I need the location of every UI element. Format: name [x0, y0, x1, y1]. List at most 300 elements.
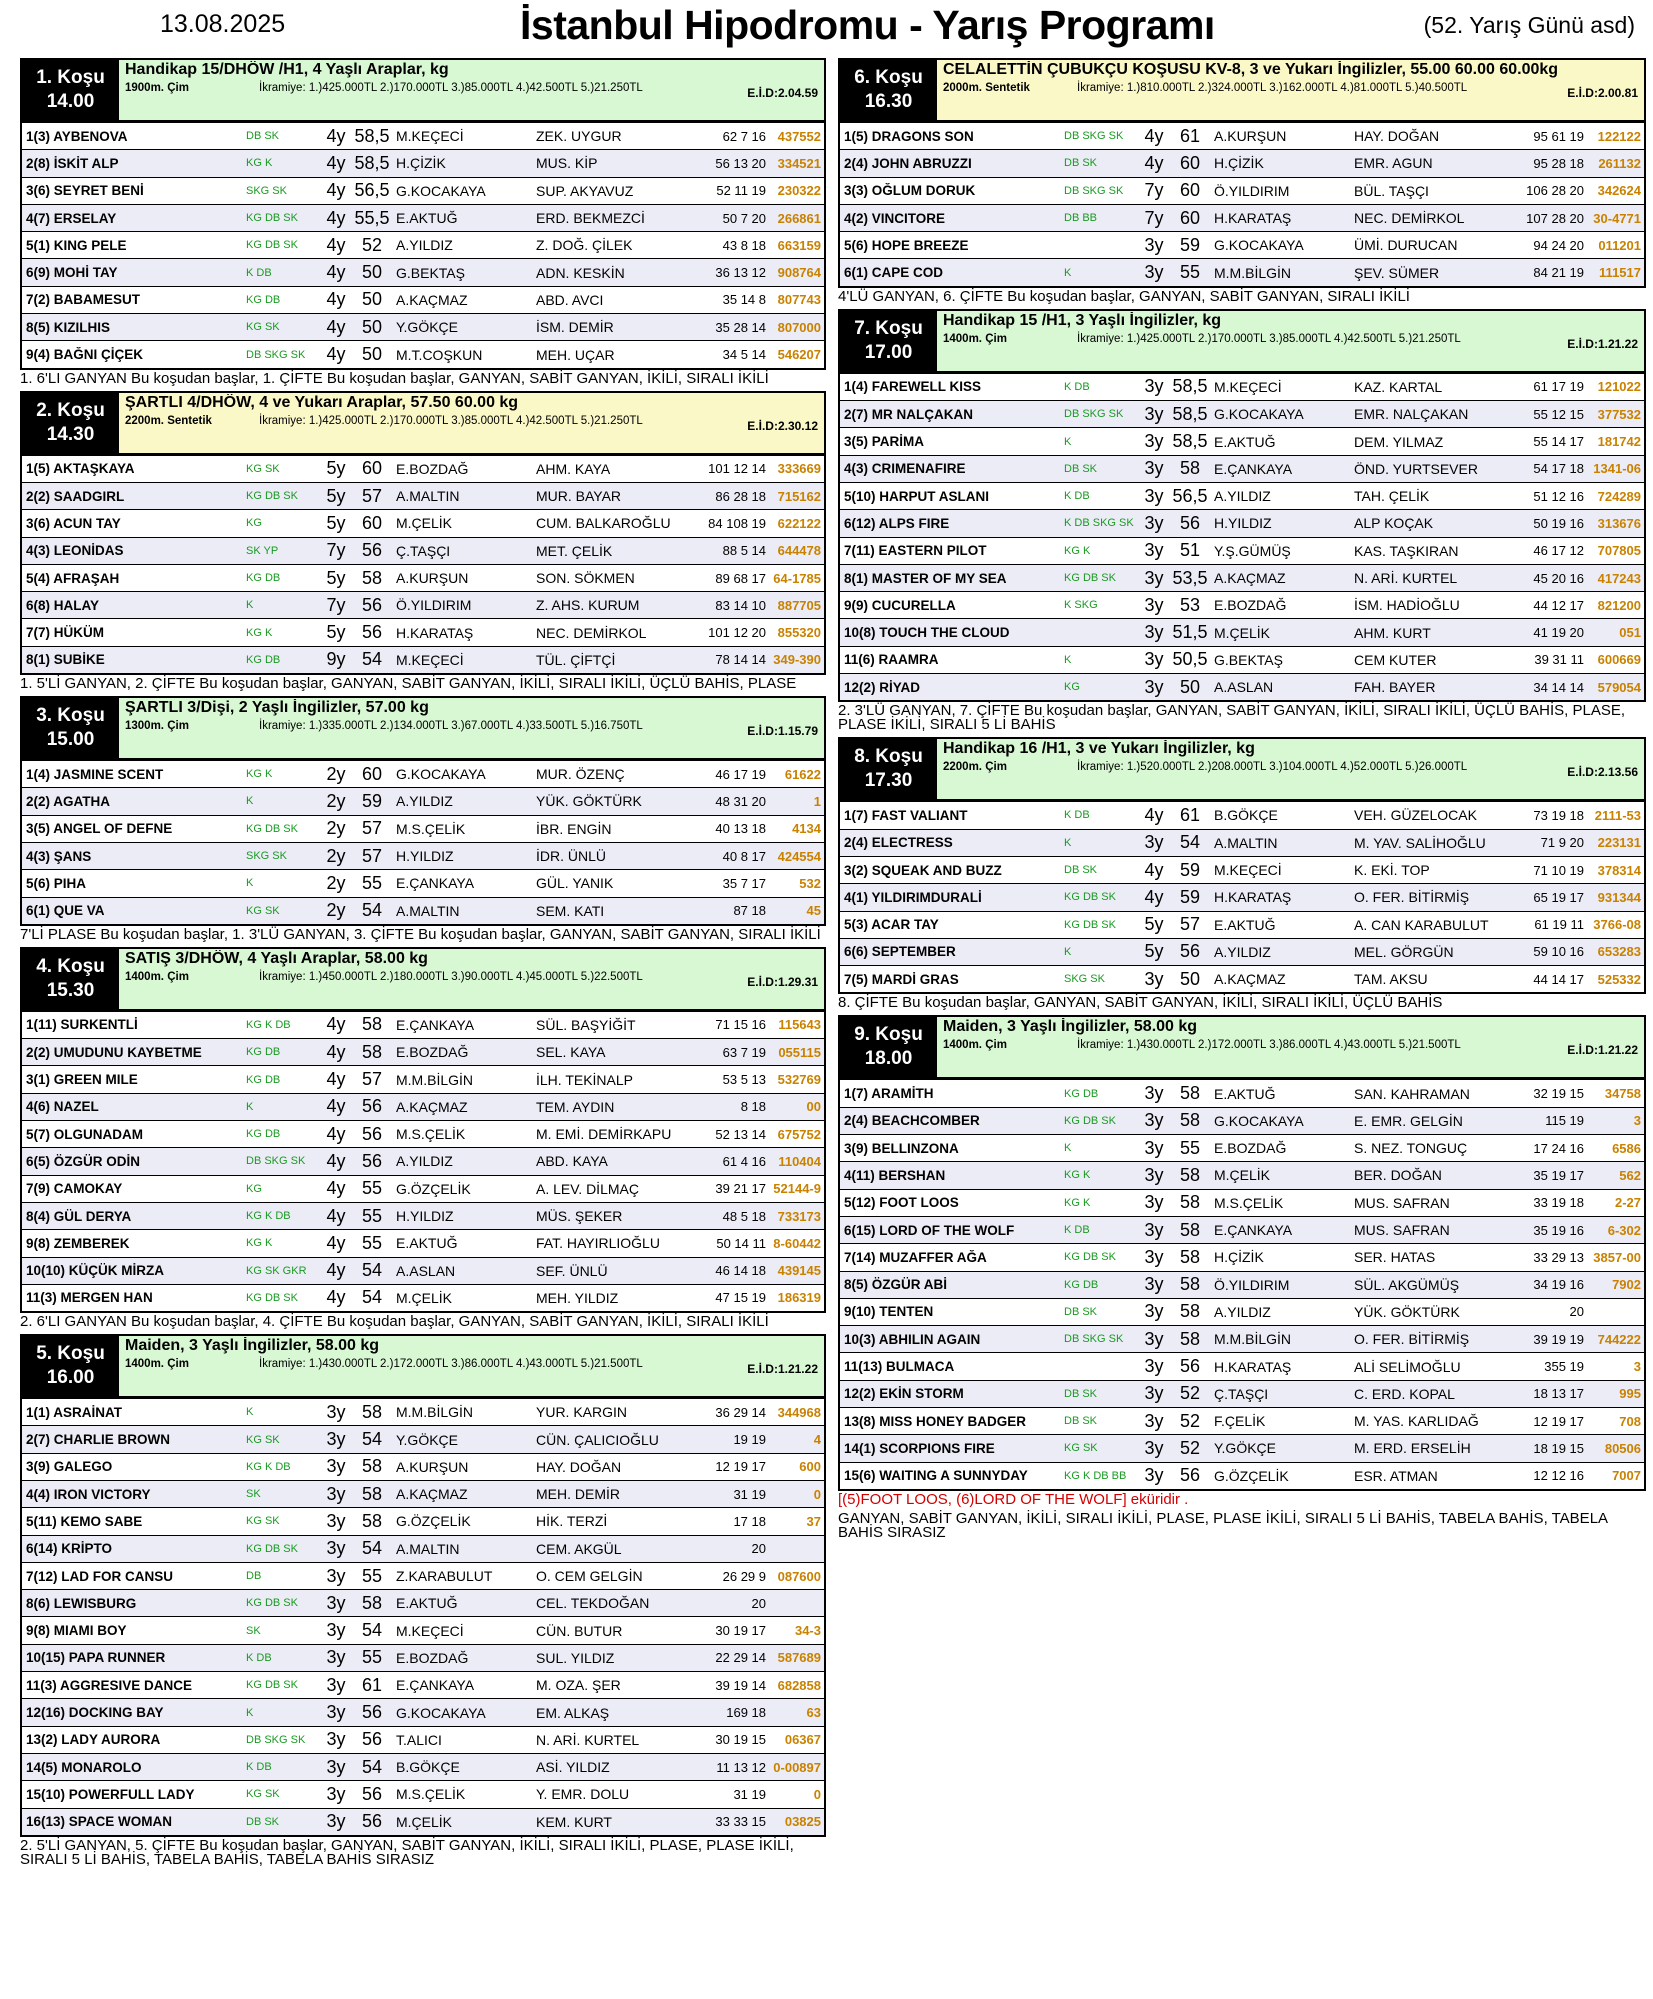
form-stats: 45 20 16	[1533, 570, 1584, 586]
race-header	[838, 737, 1646, 801]
last-results: 622122	[777, 515, 821, 531]
table-row[interactable]	[840, 646, 1644, 673]
table-row[interactable]	[840, 829, 1644, 856]
table-row[interactable]	[22, 122, 824, 149]
runner-table	[838, 801, 1646, 994]
race-header	[838, 1015, 1646, 1079]
equipment: KG K	[246, 1237, 273, 1250]
race-note: 8. ÇİFTE Bu koşudan başlar, GANYAN, SABİT GANYAN, İKİLİ, SIRALI İKİLİ, ÜÇLÜ BAHİS	[838, 994, 1443, 1012]
last-results: 223131	[1597, 835, 1641, 851]
horse-age: 3y	[326, 1429, 346, 1450]
equipment: KG SK	[1064, 1442, 1098, 1455]
trainer: CUM. BALKAROĞLU	[536, 515, 671, 532]
form-stats: 19 19	[733, 1432, 766, 1448]
table-row[interactable]	[22, 646, 824, 673]
table-row[interactable]	[840, 1298, 1644, 1325]
horse-name: 3(1) GREEN MILE	[26, 1072, 138, 1088]
table-row[interactable]	[840, 1462, 1644, 1489]
last-results: 887705	[777, 597, 821, 613]
weight: 58	[1179, 1192, 1201, 1213]
jockey: M.M.BİLGİN	[1214, 264, 1292, 281]
table-row[interactable]	[22, 1480, 824, 1507]
table-row[interactable]	[22, 1780, 824, 1807]
equipment: KG K DB BB	[1064, 1469, 1127, 1482]
last-results: 00	[806, 1099, 821, 1115]
table-row[interactable]	[22, 1616, 824, 1643]
table-row[interactable]	[22, 815, 824, 842]
table-row[interactable]	[22, 1093, 824, 1120]
horse-name: 4(4) IRON VICTORY	[26, 1486, 151, 1502]
trainer: SAN. KAHRAMAN	[1354, 1085, 1470, 1102]
equipment: K	[246, 599, 254, 612]
form-stats: 65 19 17	[1533, 889, 1584, 905]
table-row[interactable]	[22, 1808, 824, 1835]
weight: 55	[1179, 262, 1201, 283]
trainer: SUP. AKYAVUZ	[536, 182, 634, 199]
race-number: 7. Koşu	[854, 317, 923, 339]
table-row[interactable]	[840, 1243, 1644, 1270]
equipment: DB SKG SK	[1064, 1333, 1124, 1346]
form-stats: 39 19 19	[1533, 1331, 1584, 1347]
race-prize: İkramiye: 1.)335.000TL 2.)134.000TL 3.)67.000TL 4.)33.500TL 5.)16.750TL	[259, 720, 643, 733]
table-row[interactable]	[22, 618, 824, 645]
jockey: G.KOCAKAYA	[396, 1704, 486, 1721]
last-results: 334521	[777, 155, 821, 171]
table-row[interactable]	[22, 897, 824, 924]
horse-name: 5(3) ACAR TAY	[844, 917, 939, 933]
race-number-box	[840, 1017, 937, 1077]
jockey: Ö.YILDIRIM	[1214, 182, 1290, 199]
table-row[interactable]	[22, 1065, 824, 1092]
form-stats: 94 24 20	[1533, 237, 1584, 253]
last-results: 600669	[1597, 652, 1641, 668]
table-row[interactable]	[22, 1202, 824, 1229]
horse-name: 3(2) SQUEAK AND BUZZ	[844, 862, 1002, 878]
table-row[interactable]	[22, 1425, 824, 1452]
table-row[interactable]	[840, 591, 1644, 618]
table-row[interactable]	[22, 177, 824, 204]
race-block	[20, 1334, 826, 1867]
jockey: B.GÖKÇE	[1214, 807, 1278, 824]
table-row[interactable]	[22, 455, 824, 482]
table-row[interactable]	[840, 1271, 1644, 1298]
page-header	[0, 0, 1653, 56]
jockey: A.KURŞUN	[396, 1458, 469, 1475]
horse-age: 4y	[326, 289, 346, 310]
table-row[interactable]	[22, 1726, 824, 1753]
race-note: 4'LÜ GANYAN, 6. ÇİFTE Bu koşudan başlar, GANYAN, SABİT GANYAN, SIRALI İKİLİ	[838, 287, 1410, 305]
table-row[interactable]	[22, 1535, 824, 1562]
horse-name: 11(13) BULMACA	[844, 1359, 955, 1375]
form-stats: 11 13 12	[716, 1759, 766, 1775]
race-number-box	[22, 393, 119, 453]
race-header	[20, 696, 826, 760]
table-row[interactable]	[22, 1562, 824, 1589]
horse-name: 2(4) ELECTRESS	[844, 835, 953, 851]
race-record: E.İ.D:1.21.22	[1567, 1043, 1638, 1058]
race-number: 2. Koşu	[36, 399, 105, 421]
last-results: 011201	[1598, 237, 1641, 253]
trainer: MUS. KİP	[536, 155, 598, 172]
jockey: G.ÖZÇELİK	[396, 1180, 471, 1197]
jockey: A.YILDIZ	[396, 237, 453, 254]
jockey: E.AKTUĞ	[396, 1595, 458, 1612]
horse-name: 6(15) LORD OF THE WOLF	[844, 1222, 1015, 1238]
table-row[interactable]	[22, 1644, 824, 1671]
jockey: B.GÖKÇE	[396, 1759, 460, 1776]
equipment: KG SK GKR	[246, 1264, 307, 1277]
table-row[interactable]	[840, 455, 1644, 482]
equipment: KG DB SK	[246, 822, 298, 835]
last-results: 807000	[777, 319, 821, 335]
equipment: KG DB SK	[246, 239, 298, 252]
form-stats: 88 5 14	[722, 543, 766, 559]
table-row[interactable]	[22, 1698, 824, 1725]
form-stats: 63 7 19	[722, 1044, 766, 1060]
weight: 50	[1179, 676, 1201, 697]
race-distance: 1400m. Çim	[125, 1358, 189, 1371]
left-column	[20, 58, 826, 1872]
form-stats: 20	[1569, 1304, 1584, 1320]
race-time: 18.00	[864, 1048, 913, 1070]
table-row[interactable]	[22, 1229, 824, 1256]
table-row[interactable]	[840, 149, 1644, 176]
form-stats: 101 12 14	[708, 461, 766, 477]
equipment: KG K	[246, 626, 273, 639]
weight: 57	[361, 485, 383, 506]
table-row[interactable]	[22, 537, 824, 564]
race-day-label: (52. Yarış Günü asd)	[1423, 12, 1635, 38]
page-title: İstanbul Hipodromu - Yarış Programı	[520, 2, 1215, 48]
last-results: 532769	[777, 1072, 821, 1088]
race-details	[125, 414, 818, 428]
horse-name: 2(4) JOHN ABRUZZI	[844, 155, 972, 171]
last-results: 313676	[1597, 515, 1641, 531]
equipment: KG SK	[246, 321, 280, 334]
trainer: ÜMİ. DURUCAN	[1354, 237, 1458, 254]
table-row[interactable]	[840, 801, 1644, 828]
race-title: Handikap 15/DHÖW /H1, 4 Yaşlı Araplar, kg	[125, 61, 449, 78]
table-row[interactable]	[22, 1671, 824, 1698]
jockey: Y.GÖKÇE	[1214, 1440, 1276, 1457]
equipment: DB SK	[1064, 1415, 1098, 1428]
trainer: CÜN. ÇALICIOĞLU	[536, 1431, 659, 1448]
jockey: A.YILDIZ	[1214, 488, 1271, 505]
last-results: 8-60442	[773, 1235, 821, 1251]
weight: 61	[1179, 125, 1201, 146]
table-row[interactable]	[840, 1216, 1644, 1243]
horse-name: 16(13) SPACE WOMAN	[26, 1814, 173, 1830]
jockey: E.BOZDAĞ	[396, 1649, 469, 1666]
table-row[interactable]	[840, 1079, 1644, 1106]
table-row[interactable]	[840, 509, 1644, 536]
trainer: M. ERD. ERSELİH	[1354, 1440, 1471, 1457]
table-row[interactable]	[840, 204, 1644, 231]
horse-name: 4(3) CRIMENAFIRE	[844, 461, 966, 477]
table-row[interactable]	[22, 564, 824, 591]
horse-age: 3y	[326, 1647, 346, 1668]
last-results: 424554	[777, 848, 821, 864]
horse-age: 3y	[1144, 1110, 1164, 1131]
table-row[interactable]	[22, 1175, 824, 1202]
equipment: DB SK	[1064, 462, 1098, 475]
horse-age: 3y	[326, 1811, 346, 1832]
weight: 52	[361, 234, 383, 255]
table-row[interactable]	[840, 122, 1644, 149]
race-title: Handikap 15 /H1, 3 Yaşlı İngilizler, kg	[943, 311, 1222, 329]
table-row[interactable]	[22, 1589, 824, 1616]
table-row[interactable]	[840, 1325, 1644, 1352]
jockey: G.ÖZÇELİK	[1214, 1467, 1289, 1484]
trainer: İLH. TEKİNALP	[536, 1071, 634, 1088]
form-stats: 46 17 12	[1533, 543, 1584, 559]
horse-age: 3y	[326, 1565, 346, 1586]
last-results: 1341-06	[1593, 461, 1641, 477]
table-row[interactable]	[840, 673, 1644, 700]
horse-age: 4y	[326, 1069, 346, 1090]
table-row[interactable]	[22, 258, 824, 285]
weight: 58	[361, 1041, 383, 1062]
race-number: 4. Koşu	[36, 955, 105, 977]
equipment: KG DB	[1064, 1278, 1099, 1291]
horse-name: 10(15) PAPA RUNNER	[26, 1650, 166, 1666]
equipment: KG SK	[246, 1433, 280, 1446]
jockey: G.ÖZÇELİK	[396, 1513, 471, 1530]
table-row[interactable]	[840, 1434, 1644, 1461]
trainer: SUL. YILDIZ	[536, 1649, 615, 1666]
last-results: 45	[806, 903, 821, 919]
table-row[interactable]	[22, 760, 824, 787]
table-row[interactable]	[840, 938, 1644, 965]
table-row[interactable]	[22, 231, 824, 258]
equipment: K	[246, 1100, 254, 1113]
horse-name: 4(6) NAZEL	[26, 1099, 99, 1115]
last-results: 6-302	[1607, 1222, 1641, 1238]
horse-name: 6(14) KRİPTO	[26, 1541, 113, 1557]
table-row[interactable]	[840, 1352, 1644, 1379]
horse-name: 2(2) AGATHA	[26, 793, 110, 809]
race-title: ŞARTLI 3/Dişi, 2 Yaşlı İngilizler, 57.00 kg	[125, 699, 429, 717]
table-row[interactable]	[22, 313, 824, 340]
horse-name: 11(3) AGGRESIVE DANCE	[26, 1677, 193, 1693]
horse-name: 3(6) SEYRET BENİ	[26, 183, 144, 199]
horse-name: 5(4) AFRAŞAH	[26, 570, 120, 586]
form-stats: 18 13 17	[1533, 1386, 1584, 1402]
table-row[interactable]	[22, 1507, 824, 1534]
horse-age: 3y	[1144, 1137, 1164, 1158]
runner-table	[20, 1011, 826, 1313]
table-row[interactable]	[22, 1038, 824, 1065]
last-results: 110404	[778, 1153, 821, 1169]
equipment: KG SK	[246, 904, 280, 917]
last-results: 52144-9	[773, 1181, 821, 1197]
table-row[interactable]	[840, 1107, 1644, 1134]
form-stats: 48 31 20	[715, 793, 766, 809]
table-row[interactable]	[22, 869, 824, 896]
horse-name: 3(3) OĞLUM DORUK	[844, 183, 976, 199]
table-row[interactable]	[840, 400, 1644, 427]
table-row[interactable]	[840, 1380, 1644, 1407]
form-stats: 61 19 11	[1534, 917, 1584, 933]
jockey: M.M.BİLGİN	[396, 1071, 474, 1088]
horse-age: 5y	[326, 458, 346, 479]
equipment: SKG SK	[1064, 973, 1105, 986]
horse-name: 12(2) EKİN STORM	[844, 1386, 964, 1402]
jockey: A.ASLAN	[396, 1262, 456, 1279]
weight: 58	[1179, 1246, 1201, 1267]
last-results: 707805	[1597, 543, 1641, 559]
table-row[interactable]	[22, 204, 824, 231]
race-record: E.İ.D:2.00.81	[1567, 86, 1638, 100]
weight: 60	[361, 763, 383, 784]
form-stats: 106 28 20	[1526, 183, 1584, 199]
table-row[interactable]	[22, 286, 824, 313]
horse-age: 4y	[326, 180, 346, 201]
equipment: SKG SK	[246, 850, 287, 863]
form-stats: 83 14 10	[715, 597, 766, 613]
last-results: 06367	[784, 1732, 821, 1748]
weight: 58	[361, 567, 383, 588]
table-row[interactable]	[840, 1134, 1644, 1161]
form-stats: 52 13 14	[715, 1126, 766, 1142]
table-row[interactable]	[22, 509, 824, 536]
table-row[interactable]	[22, 1257, 824, 1284]
jockey: A.ASLAN	[1214, 679, 1274, 696]
last-results: 532	[799, 875, 821, 891]
form-stats: 41 19 20	[1533, 625, 1584, 641]
trainer: TÜL. ÇİFTÇİ	[536, 651, 616, 668]
race-time: 15.30	[46, 979, 95, 1001]
jockey: E.AKTUĞ	[1214, 916, 1276, 933]
horse-age: 5y	[1144, 914, 1164, 935]
horse-name: 2(4) BEACHCOMBER	[844, 1113, 980, 1129]
trainer: ABD. KAYA	[536, 1153, 608, 1170]
race-details	[125, 719, 818, 733]
horse-name: 9(4) BAĞNI ÇİÇEK	[26, 347, 144, 363]
table-row[interactable]	[840, 177, 1644, 204]
form-stats: 36 13 12	[715, 265, 766, 281]
equipment: DB SK	[1064, 1387, 1098, 1400]
weight: 58,5	[1172, 376, 1208, 397]
equipment: KG DB	[246, 1046, 281, 1059]
horse-age: 3y	[326, 1756, 346, 1777]
trainer: HAY. DOĞAN	[536, 1458, 622, 1475]
horse-name: 13(8) MISS HONEY BADGER	[844, 1413, 1027, 1429]
last-results: 186319	[777, 1290, 821, 1306]
trainer: ÖND. YURTSEVER	[1354, 460, 1478, 477]
last-results: 7007	[1612, 1468, 1641, 1484]
weight: 55	[1179, 1137, 1201, 1158]
table-row[interactable]	[22, 1284, 824, 1311]
table-row[interactable]	[22, 149, 824, 176]
trainer: E. EMR. GELGİN	[1354, 1112, 1463, 1129]
form-stats: 50 7 20	[722, 210, 766, 226]
last-results: 051	[1619, 625, 1641, 641]
weight: 56,5	[354, 180, 390, 201]
equipment: K	[1064, 836, 1072, 849]
table-row[interactable]	[840, 618, 1644, 645]
table-row[interactable]	[22, 1398, 824, 1425]
weight: 57	[361, 818, 383, 839]
form-stats: 30 19 15	[715, 1732, 766, 1748]
table-row[interactable]	[840, 373, 1644, 400]
table-row[interactable]	[840, 965, 1644, 992]
form-stats: 61 4 16	[722, 1153, 766, 1169]
last-results: 3	[1633, 1113, 1641, 1129]
table-row[interactable]	[840, 1189, 1644, 1216]
table-row[interactable]	[840, 482, 1644, 509]
table-row[interactable]	[22, 1753, 824, 1780]
trainer: FAT. HAYIRLIOĞLU	[536, 1235, 660, 1252]
trainer: HAY. DOĞAN	[1354, 128, 1440, 145]
race-note: 2. 3'LÜ GANYAN, 7. ÇİFTE Bu koşudan başlar, GANYAN, SABİT GANYAN, İKİLİ, SIRALI İKİLİ, ÜÇLÜ BAHİS, PLASE, PLASE İKİLİ, SIRALI 5 Lİ BAHİS	[838, 702, 1626, 734]
table-row[interactable]	[22, 591, 824, 618]
race-distance: 1400m. Çim	[943, 332, 1007, 345]
table-row[interactable]	[22, 1120, 824, 1147]
weight: 58	[1179, 1328, 1201, 1349]
table-row[interactable]	[22, 1147, 824, 1174]
horse-age: 5y	[1144, 941, 1164, 962]
horse-name: 10(8) TOUCH THE CLOUD	[844, 625, 1010, 641]
horse-age: 3y	[1144, 512, 1164, 533]
table-row[interactable]	[840, 911, 1644, 938]
table-row[interactable]	[840, 258, 1644, 285]
table-row[interactable]	[840, 427, 1644, 454]
table-row[interactable]	[840, 231, 1644, 258]
horse-age: 5y	[326, 512, 346, 533]
form-stats: 35 14 8	[722, 292, 766, 308]
race-number-box	[840, 311, 937, 371]
horse-age: 3y	[1144, 1192, 1164, 1213]
table-row[interactable]	[22, 482, 824, 509]
table-row[interactable]	[840, 1407, 1644, 1434]
table-row[interactable]	[22, 340, 824, 367]
horse-name: 7(14) MUZAFFER AĞA	[844, 1249, 987, 1265]
table-row[interactable]	[22, 1453, 824, 1480]
table-row[interactable]	[840, 1161, 1644, 1188]
table-row[interactable]	[840, 856, 1644, 883]
table-row[interactable]	[22, 842, 824, 869]
table-row[interactable]	[840, 537, 1644, 564]
jockey: H.ÇİZİK	[396, 155, 446, 172]
jockey: H.YILDIZ	[396, 1208, 454, 1225]
last-results: 715162	[777, 488, 821, 504]
horse-name: 10(3) ABHILIN AGAIN	[844, 1331, 981, 1347]
table-row[interactable]	[22, 787, 824, 814]
equipment: KG DB SK	[1064, 572, 1116, 584]
race-info	[119, 60, 824, 120]
jockey: A.YILDIZ	[1214, 1303, 1271, 1320]
form-stats: 89 68 17	[715, 570, 766, 586]
table-row[interactable]	[22, 1011, 824, 1038]
weight: 54	[361, 1287, 383, 1308]
race-block	[838, 1015, 1646, 1539]
trainer: NEC. DEMİRKOL	[1354, 210, 1465, 227]
horse-name: 5(6) PIHA	[26, 875, 87, 891]
trainer: K. EKİ. TOP	[1354, 862, 1430, 879]
weight: 56	[361, 1729, 383, 1750]
horse-name: 6(1) QUE VA	[26, 903, 105, 919]
form-stats: 44 12 17	[1533, 597, 1584, 613]
jockey: M.T.COŞKUN	[396, 346, 483, 363]
last-results: 378314	[1597, 862, 1641, 878]
table-row[interactable]	[840, 564, 1644, 591]
weight: 50	[361, 262, 383, 283]
jockey: M.ÇELİK	[396, 515, 453, 532]
equipment: KG K	[1064, 544, 1091, 557]
table-row[interactable]	[840, 883, 1644, 910]
equipment: K	[1064, 945, 1072, 958]
